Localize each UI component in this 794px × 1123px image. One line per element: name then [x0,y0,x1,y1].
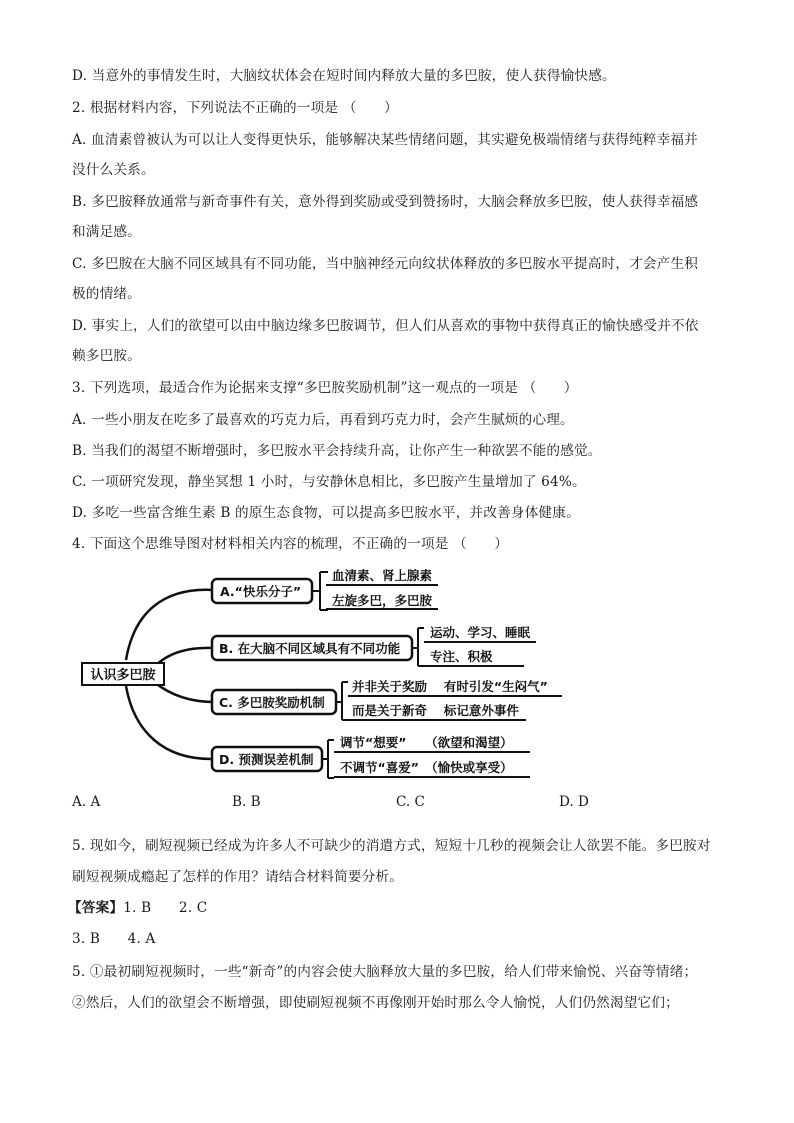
line-1: D. 当意外的事情发生时，大脑纹状体会在短时间内释放大量的多巴胺，使人获得愉快感。 [72,68,616,84]
branch-c-leaf-1: 并非关于奖励 有时引发“生闷气” [352,679,548,694]
q2-option-c-cont: 极的情绪。 [72,286,141,302]
branch-d-label: D. 预测误差机制 [219,752,314,767]
question-5-line-2: 刷短视频成瘾起了怎样的作用？请结合材料简要分析。 [72,869,404,885]
q4-choice-a: A. A [72,794,101,810]
analysis-line-1: 5. ①最初刷短视频时，一些“新奇”的内容会使大脑释放大量的多巴胺，给人们带来愉悦、兴奋等情绪； [72,964,698,980]
answer-1-2: 1. B 2. C [123,900,208,916]
q4-choice-c: C. C [396,794,425,810]
branch-b-label: B. 在大脑不同区域具有不同功能 [219,641,401,656]
question-2-stem: 2. 根据材料内容，下列说法不正确的一项是 （ ） [72,100,398,116]
q3-option-a: A. 一些小朋友在吃多了最喜欢的巧克力后，再看到巧克力时，会产生腻烦的心理。 [72,412,574,428]
q2-option-d: D. 事实上，人们的欲望可以由中脑边缘多巴胺调节，但人们从喜欢的事物中获得真正的愉快感受并不依 [72,318,699,334]
branch-d-leaf-2: 不调节“喜爱” （愉快或享受） [340,760,513,775]
analysis-line-2: ②然后，人们的欲望会不断增强，即使刷短视频不再像刚开始时那么令人愉悦，人们仍然渴望它们； [72,995,679,1011]
branch-c-label: C. 多巴胺奖励机制 [219,695,325,710]
q2-option-a-cont: 没什么关系。 [72,162,155,178]
question-5-line-1: 5. 现如今，刷短视频已经成为许多人不可缺少的消遣方式，短短十几秒的视频会让人欲罢不能。多巴胺对 [72,838,711,854]
branch-c-leaf-2: 而是关于新奇 标记意外事件 [352,703,519,718]
branch-b-leaf-2: 专注、积极 [430,649,493,664]
answer-tag: 【答案】 [68,900,124,916]
q2-option-b-cont: 和满足感。 [72,224,141,240]
q2-option-c: C. 多巴胺在大脑不同区域具有不同功能，当中脑神经元向纹状体释放的多巴胺水平提高时，才会产生积 [72,256,699,272]
q3-option-b: B. 当我们的渴望不断增强时，多巴胺水平会持续升高，让你产生一种欲罢不能的感觉。 [72,443,602,459]
branch-a-leaf-2: 左旋多巴，多巴胺 [332,593,433,608]
question-3-stem: 3. 下列选项，最适合作为论据来支撑“多巴胺奖励机制”这一观点的一项是 （ ） [72,380,578,396]
q3-option-c: C. 一项研究发现，静坐冥想 1 小时，与安静休息相比，多巴胺产生量增加了 64%。 [72,474,586,490]
q4-choices [72,794,632,814]
q3-option-d: D. 多吃一些富含维生素 B 的原生态食物，可以提高多巴胺水平，并改善身体健康。 [72,505,580,521]
branch-d-leaf-1: 调节“想要” （欲望和渴望） [340,735,513,750]
answer-line-2: 3. B 4. A [72,931,156,947]
branch-a-leaf-1: 血清素、肾上腺素 [332,568,433,583]
mind-map [74,562,574,784]
mindmap-root: 认识多巴胺 [90,668,156,683]
q2-option-b: B. 多巴胺释放通常与新奇事件有关，意外得到奖励或受到赞扬时，大脑会释放多巴胺，使人获得幸福感 [72,194,699,210]
q2-option-d-cont: 赖多巴胺。 [72,348,141,364]
branch-b-leaf-1: 运动、学习、睡眠 [430,625,531,640]
q4-choice-d: D. D [559,794,589,810]
branch-a-label: A.“快乐分子” [220,584,302,599]
q4-choice-b: B. B [232,794,261,810]
q2-option-a: A. 血清素曾被认为可以让人变得更快乐，能够解决某些情绪问题，其实避免极端情绪与获得纯粹幸福并 [72,132,698,148]
answer-line-1 [68,898,728,918]
question-4-stem: 4. 下面这个思维导图对材料相关内容的梳理，不正确的一项是 （ ） [72,536,509,552]
